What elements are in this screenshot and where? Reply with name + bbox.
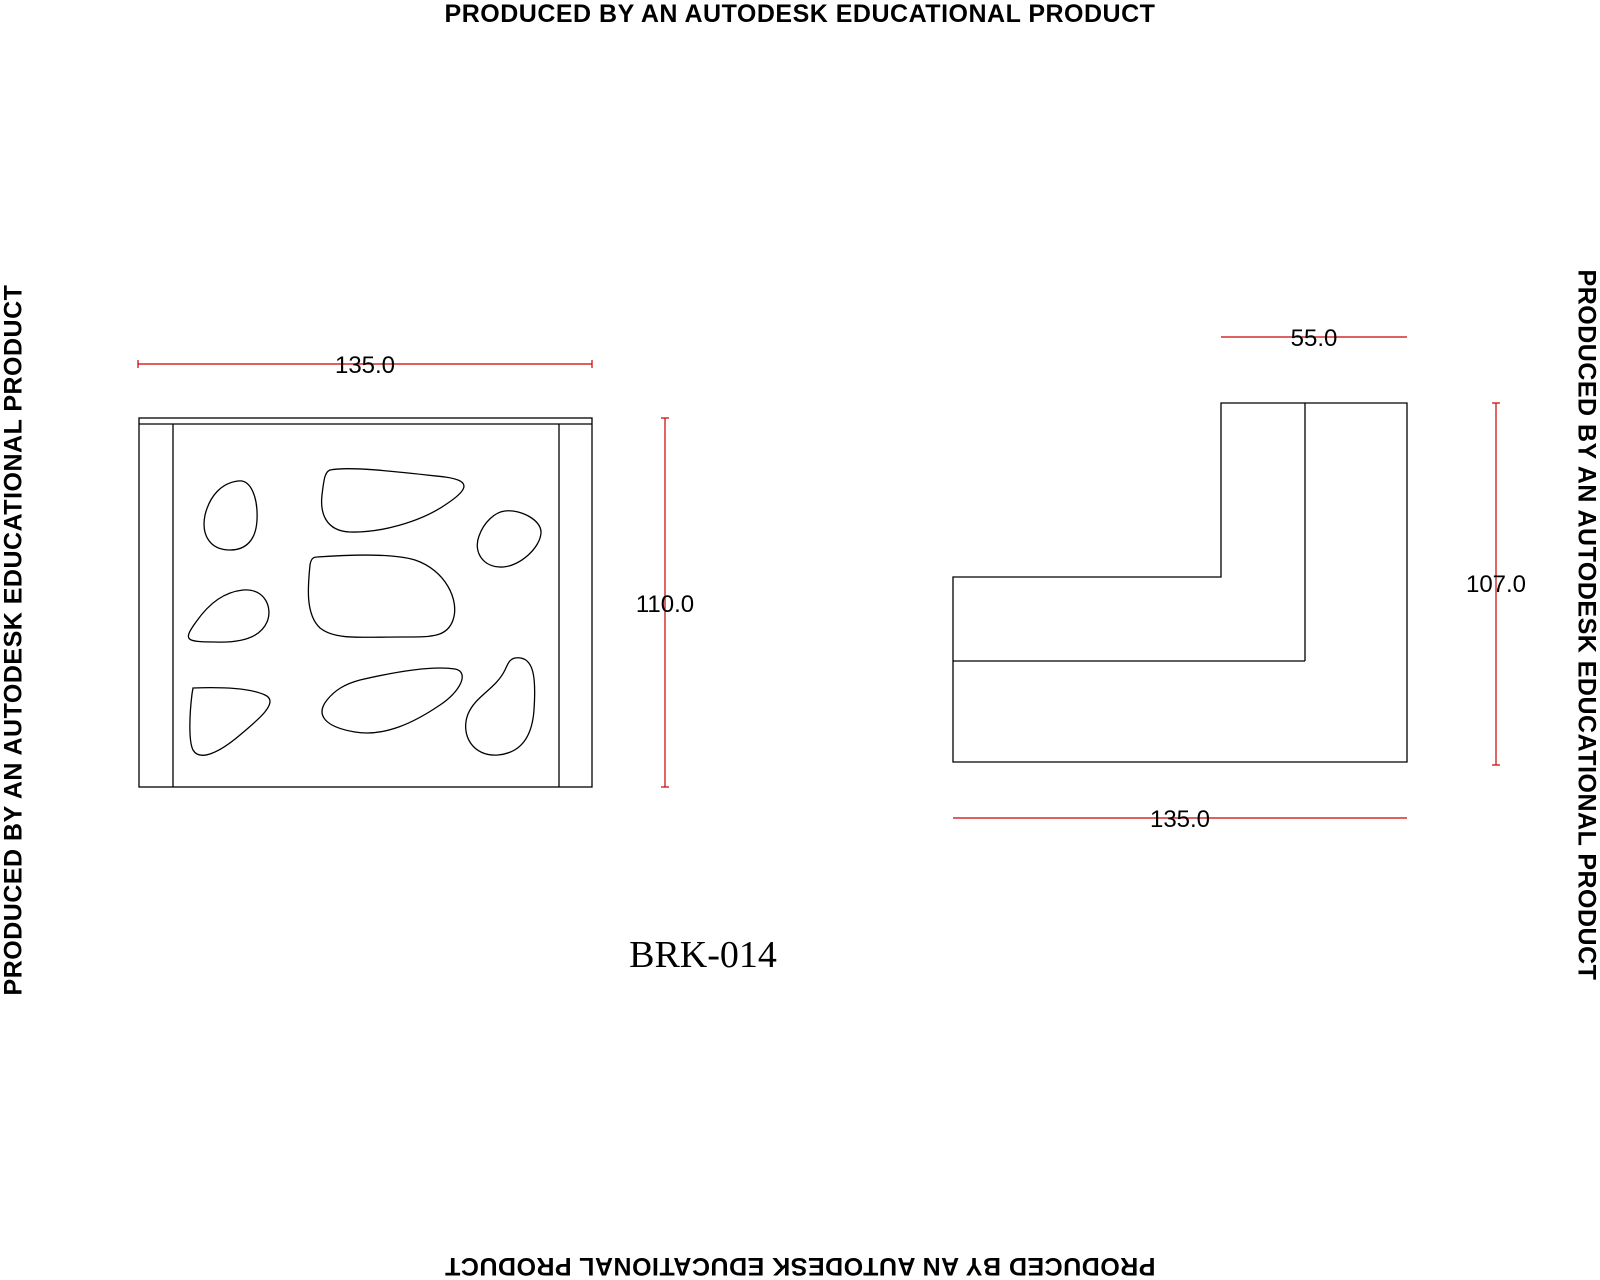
side-top-width-dimension <box>1221 325 1407 352</box>
front-width-label: 135.0 <box>334 352 396 379</box>
hole-1 <box>204 481 257 550</box>
front-height-label: 110.0 <box>635 591 695 618</box>
front-view <box>138 352 694 787</box>
front-width-dimension <box>138 352 592 379</box>
stamp-right: PRODUCED BY AN AUTODESK EDUCATIONAL PRODUCT <box>1572 269 1600 981</box>
drawing-id: BRK-014 <box>629 934 777 976</box>
hole-7 <box>322 668 462 733</box>
side-height-label: 107.0 <box>1465 571 1527 598</box>
hole-2 <box>322 469 464 532</box>
hole-8 <box>466 658 535 755</box>
side-bottom-width-label: 135.0 <box>1149 806 1211 833</box>
side-bottom-width-dimension <box>953 806 1407 833</box>
side-view <box>953 325 1526 833</box>
hole-6 <box>190 688 270 756</box>
stamp-top: PRODUCED BY AN AUTODESK EDUCATIONAL PRODUCT <box>444 0 1156 28</box>
front-holes <box>188 469 541 756</box>
hole-5 <box>308 555 454 637</box>
hole-3 <box>477 511 541 567</box>
front-height-dimension <box>636 418 694 787</box>
stamp-bottom: PRODUCED BY AN AUTODESK EDUCATIONAL PRODUCT <box>444 1252 1156 1280</box>
hole-4 <box>188 590 269 642</box>
side-top-width-label: 55.0 <box>1290 325 1338 352</box>
side-height-dimension <box>1466 403 1526 765</box>
stamp-left: PRODUCED BY AN AUTODESK EDUCATIONAL PRODUCT <box>0 284 28 996</box>
side-outline <box>953 403 1407 762</box>
front-outer-outline <box>139 418 592 787</box>
